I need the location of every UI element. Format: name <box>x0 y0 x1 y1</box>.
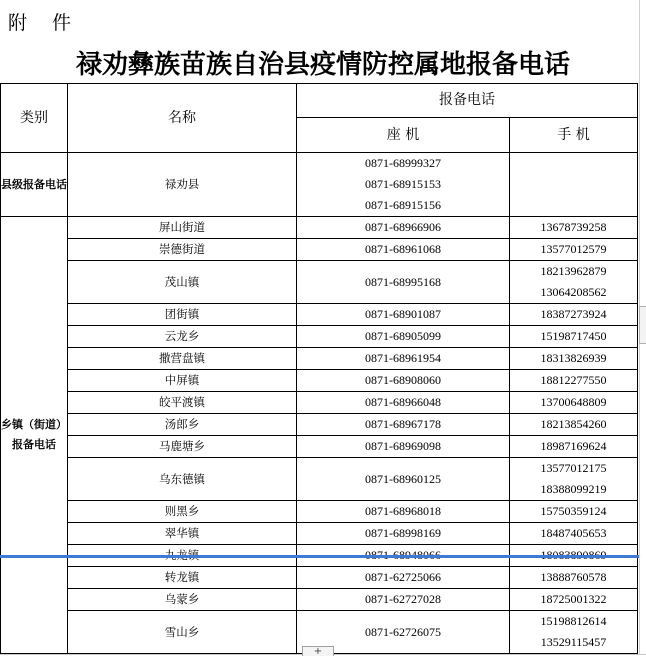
town-mobiles <box>510 414 638 436</box>
table-row <box>1 304 638 326</box>
town-mobile: 15198812614 <box>540 614 607 628</box>
town-landline: 0871-62726075 <box>297 611 510 654</box>
town-mobile: 18213962879 <box>540 264 607 278</box>
town-name: 屏山街道 <box>68 217 297 239</box>
table-row <box>1 523 638 545</box>
town-mobile: 18388099219 <box>540 482 607 496</box>
town-name: 转龙镇 <box>68 567 297 589</box>
add-sheet-button[interactable]: + <box>302 646 334 656</box>
town-landline: 0871-68967178 <box>297 414 510 436</box>
town-name: 马鹿塘乡 <box>68 436 297 458</box>
table-row <box>1 567 638 589</box>
town-mobile: 15750359124 <box>540 504 607 518</box>
town-mobile: 13529115457 <box>540 635 607 649</box>
town-landline: 0871-68961068 <box>297 239 510 261</box>
town-mobile: 13888760578 <box>540 570 607 584</box>
towns-category: 乡镇（街道）报备电话 <box>1 217 68 654</box>
annex-label <box>8 8 72 35</box>
table-row <box>1 261 638 304</box>
town-mobile: 18725001322 <box>540 592 607 606</box>
town-landline: 0871-68966906 <box>297 217 510 239</box>
town-name: 茂山镇 <box>68 261 297 304</box>
county-landline: 0871-68999327 <box>365 156 441 170</box>
table-row <box>1 392 638 414</box>
town-landline: 0871-68969098 <box>297 436 510 458</box>
town-name: 皎平渡镇 <box>68 392 297 414</box>
town-mobile: 15198717450 <box>540 329 607 343</box>
town-mobile: 18487405653 <box>540 526 607 540</box>
town-mobile: 13577012579 <box>540 242 607 256</box>
town-mobiles <box>510 523 638 545</box>
town-mobiles <box>510 436 638 458</box>
header-category: 类别 <box>1 84 68 153</box>
header-name: 名称 <box>68 84 297 153</box>
table-row <box>1 501 638 523</box>
town-landline: 0871-68998169 <box>297 523 510 545</box>
town-mobiles <box>510 370 638 392</box>
table-row <box>1 348 638 370</box>
town-mobile: 13678739258 <box>540 220 607 234</box>
town-landline: 0871-68966048 <box>297 392 510 414</box>
town-name: 雪山乡 <box>68 611 297 654</box>
town-landline: 0871-68901087 <box>297 304 510 326</box>
table-row <box>1 326 638 348</box>
header-phone: 报备电话 <box>297 84 638 118</box>
county-landline: 0871-68915156 <box>365 198 441 212</box>
town-mobiles <box>510 261 638 304</box>
town-mobiles <box>510 348 638 370</box>
town-mobiles <box>510 392 638 414</box>
town-name: 乌东德镇 <box>68 458 297 501</box>
county-mobile <box>510 153 638 217</box>
town-landline: 0871-68908060 <box>297 370 510 392</box>
phone-table <box>0 83 638 654</box>
town-name: 云龙乡 <box>68 326 297 348</box>
town-mobiles <box>510 326 638 348</box>
town-landline: 0871-68905099 <box>297 326 510 348</box>
town-name: 汤郎乡 <box>68 414 297 436</box>
town-landline: 0871-68961954 <box>297 348 510 370</box>
town-landline: 0871-68968018 <box>297 501 510 523</box>
town-mobile: 18213854260 <box>540 417 607 431</box>
town-mobile: 13700648809 <box>540 395 607 409</box>
town-mobiles <box>510 304 638 326</box>
town-name: 乌蒙乡 <box>68 589 297 611</box>
table-row <box>1 458 638 501</box>
county-name: 禄劝县 <box>68 153 297 217</box>
town-mobiles <box>510 501 638 523</box>
town-mobile: 13577012175 <box>540 461 607 475</box>
town-mobile: 18987169624 <box>540 439 607 453</box>
town-landline: 0871-62727028 <box>297 589 510 611</box>
town-name: 崇德街道 <box>68 239 297 261</box>
header-landline: 座 机 <box>297 118 510 153</box>
town-name: 中屏镇 <box>68 370 297 392</box>
table-row <box>1 370 638 392</box>
annex-label-left: 附 <box>8 12 29 34</box>
town-name: 翠华镇 <box>68 523 297 545</box>
town-name: 则黑乡 <box>68 501 297 523</box>
town-mobiles <box>510 239 638 261</box>
table-row <box>1 217 638 239</box>
town-mobiles <box>510 611 638 654</box>
header-mobile: 手 机 <box>510 118 638 153</box>
town-name: 撒营盘镇 <box>68 348 297 370</box>
county-landlines <box>297 153 510 217</box>
town-landline: 0871-68995168 <box>297 261 510 304</box>
table-row <box>1 589 638 611</box>
selection-row-divider <box>0 555 640 558</box>
town-mobile: 18313826939 <box>540 351 607 365</box>
town-mobiles <box>510 589 638 611</box>
document-title: 禄劝彝族苗族自治县疫情防控属地报备电话 <box>75 50 570 80</box>
scroll-handle[interactable] <box>639 306 646 344</box>
county-category: 县级报备电话 <box>1 153 68 217</box>
town-landline: 0871-68960125 <box>297 458 510 501</box>
annex-label-right: 件 <box>52 12 73 34</box>
town-mobiles <box>510 567 638 589</box>
town-mobile: 18387273924 <box>540 307 607 321</box>
town-mobiles <box>510 458 638 501</box>
town-name: 团街镇 <box>68 304 297 326</box>
town-landline: 0871-62725066 <box>297 567 510 589</box>
table-row <box>1 414 638 436</box>
table-row <box>1 436 638 458</box>
town-mobiles <box>510 217 638 239</box>
town-mobile: 18812277550 <box>540 373 607 387</box>
county-landline: 0871-68915153 <box>365 177 441 191</box>
table-row <box>1 239 638 261</box>
town-mobile: 13064208562 <box>540 285 607 299</box>
